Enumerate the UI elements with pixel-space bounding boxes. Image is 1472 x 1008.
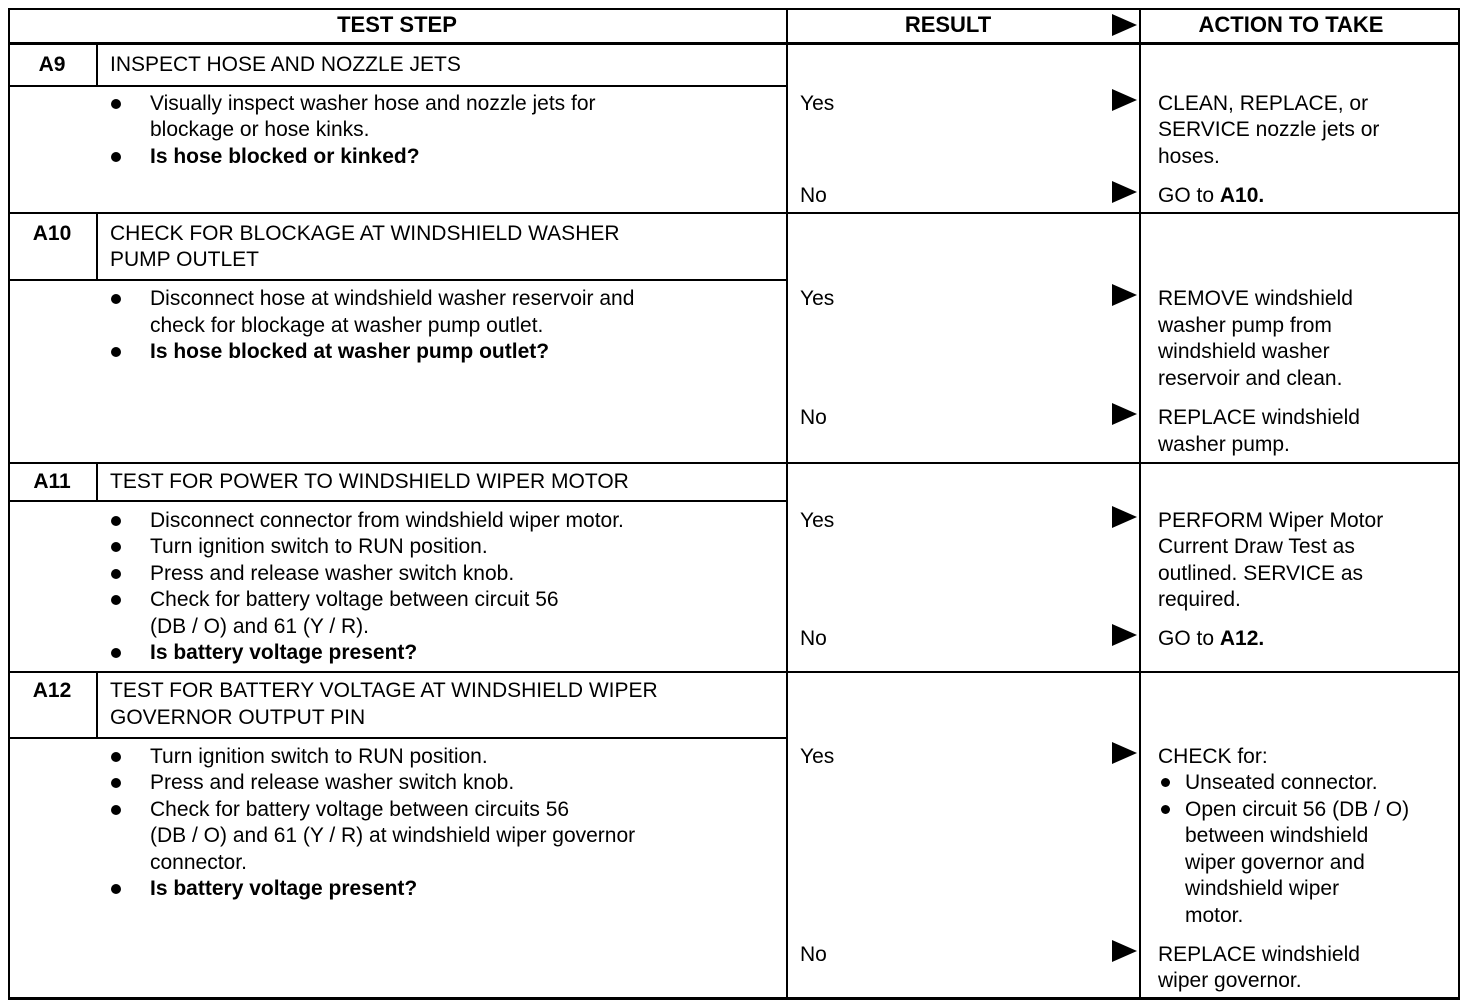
instruction-text: Press and release washer switch knob. <box>150 771 515 794</box>
bullet-icon <box>111 347 121 357</box>
action-text: PERFORM Wiper Motor <box>1158 509 1384 532</box>
table-border-left <box>8 8 10 1000</box>
action-list-item: Unseated connector. <box>1185 771 1378 794</box>
action-text: outlined. SERVICE as <box>1158 562 1364 585</box>
arrow-icon <box>1112 624 1137 646</box>
result-no: No <box>800 943 827 966</box>
step-title: PUMP OUTLET <box>110 248 259 271</box>
step-id-divider <box>96 213 98 280</box>
arrow-icon <box>1112 403 1137 425</box>
arrow-icon <box>1112 284 1137 306</box>
bullet-icon <box>111 752 121 762</box>
step-title-underline <box>8 279 788 281</box>
step-title-underline <box>8 85 788 87</box>
step-title: TEST FOR BATTERY VOLTAGE AT WINDSHIELD WIPER <box>110 679 658 702</box>
table-border-right <box>1458 8 1460 1000</box>
step-question: Is battery voltage present? <box>150 877 418 900</box>
action-goto-ref: A12. <box>1219 627 1265 650</box>
action-list-item: windshield wiper <box>1185 877 1340 900</box>
step-question: Is hose blocked at washer pump outlet? <box>150 340 550 363</box>
header-test-step: TEST STEP <box>337 12 457 37</box>
action-list-item: Open circuit 56 (DB / O) <box>1185 798 1410 821</box>
step-question: Is battery voltage present? <box>150 641 418 664</box>
step-title: INSPECT HOSE AND NOZZLE JETS <box>110 53 461 76</box>
column-divider-action <box>1139 8 1141 1000</box>
step-question: Is hose blocked or kinked? <box>150 145 420 168</box>
action-text: required. <box>1158 588 1241 611</box>
step-id: A9 <box>38 53 66 76</box>
instruction-text: Turn ignition switch to RUN position. <box>150 745 488 768</box>
instruction-text: Disconnect hose at windshield washer reservoir and <box>150 287 635 310</box>
instruction-text: connector. <box>150 851 247 874</box>
action-text: REPLACE windshield <box>1158 943 1360 966</box>
bullet-icon <box>111 294 121 304</box>
action-list-item: motor. <box>1185 904 1244 927</box>
action-text: REPLACE windshield <box>1158 406 1360 429</box>
bullet-icon <box>1161 805 1170 814</box>
instruction-text: Turn ignition switch to RUN position. <box>150 535 488 558</box>
result-yes: Yes <box>800 287 835 310</box>
action-text: Current Draw Test as <box>1158 535 1355 558</box>
step-title-underline <box>8 500 788 502</box>
action-text: CLEAN, REPLACE, or <box>1158 92 1369 115</box>
step-id: A11 <box>33 470 71 493</box>
result-no: No <box>800 406 827 429</box>
table-border-bottom <box>8 997 1460 1000</box>
bullet-icon <box>111 805 121 815</box>
bullet-icon <box>111 152 121 162</box>
action-goto-ref: A10. <box>1219 184 1265 207</box>
result-yes: Yes <box>800 92 835 115</box>
step-id: A10 <box>32 222 72 245</box>
bullet-icon <box>111 99 121 109</box>
instruction-text: check for blockage at washer pump outlet. <box>150 314 544 337</box>
instruction-text: (DB / O) and 61 (Y / R). <box>150 615 370 638</box>
action-list-item: between windshield <box>1185 824 1369 847</box>
arrow-icon <box>1112 742 1137 764</box>
step-id-divider <box>96 44 98 86</box>
header-divider <box>8 42 1460 45</box>
result-no: No <box>800 627 827 650</box>
action-text: CHECK for: <box>1158 745 1268 768</box>
step-title: TEST FOR POWER TO WINDSHIELD WIPER MOTOR <box>110 470 629 493</box>
column-divider-result <box>786 8 788 1000</box>
action-text: hoses. <box>1158 145 1220 168</box>
row-separator <box>8 212 1460 214</box>
instruction-text: Press and release washer switch knob. <box>150 562 515 585</box>
header-result: RESULT <box>904 12 992 37</box>
instruction-text: (DB / O) and 61 (Y / R) at windshield wiper governor <box>150 824 636 847</box>
bullet-icon <box>111 648 121 658</box>
instruction-text: Check for battery voltage between circuits 56 <box>150 798 570 821</box>
bullet-icon <box>111 778 121 788</box>
action-goto <box>1158 183 1264 210</box>
action-list-item: wiper governor and <box>1185 851 1365 874</box>
arrow-icon <box>1112 506 1137 528</box>
instruction-text: Visually inspect washer hose and nozzle jets for <box>150 92 596 115</box>
action-goto-text: GO to <box>1158 627 1220 650</box>
action-text: washer pump. <box>1158 433 1290 456</box>
action-goto-text: GO to <box>1158 184 1220 207</box>
step-title-underline <box>8 737 788 739</box>
action-text: windshield washer <box>1158 340 1330 363</box>
arrow-icon <box>1112 181 1137 203</box>
result-yes: Yes <box>800 509 835 532</box>
bullet-icon <box>111 595 121 605</box>
row-separator <box>8 671 1460 673</box>
bullet-icon <box>111 542 121 552</box>
step-id: A12 <box>32 679 72 702</box>
header-arrow-icon <box>1112 14 1137 36</box>
bullet-icon <box>111 884 121 894</box>
result-no: No <box>800 184 827 207</box>
action-text: reservoir and clean. <box>1158 367 1343 390</box>
action-text: REMOVE windshield <box>1158 287 1353 310</box>
row-separator <box>8 462 1460 464</box>
bullet-icon <box>1161 778 1170 787</box>
step-title: CHECK FOR BLOCKAGE AT WINDSHIELD WASHER <box>110 222 620 245</box>
instruction-text: blockage or hose kinks. <box>150 118 370 141</box>
arrow-icon <box>1112 940 1137 962</box>
step-id-divider <box>96 672 98 738</box>
arrow-icon <box>1112 89 1137 111</box>
action-text: SERVICE nozzle jets or <box>1158 118 1380 141</box>
step-id-divider <box>96 463 98 501</box>
action-goto <box>1158 626 1264 653</box>
action-text: wiper governor. <box>1158 969 1302 992</box>
action-text: washer pump from <box>1158 314 1332 337</box>
step-title: GOVERNOR OUTPUT PIN <box>110 706 366 729</box>
header-action: ACTION TO TAKE <box>1198 12 1384 37</box>
instruction-text: Disconnect connector from windshield wiper motor. <box>150 509 624 532</box>
bullet-icon <box>111 516 121 526</box>
result-yes: Yes <box>800 745 835 768</box>
instruction-text: Check for battery voltage between circuit 56 <box>150 588 559 611</box>
bullet-icon <box>111 569 121 579</box>
